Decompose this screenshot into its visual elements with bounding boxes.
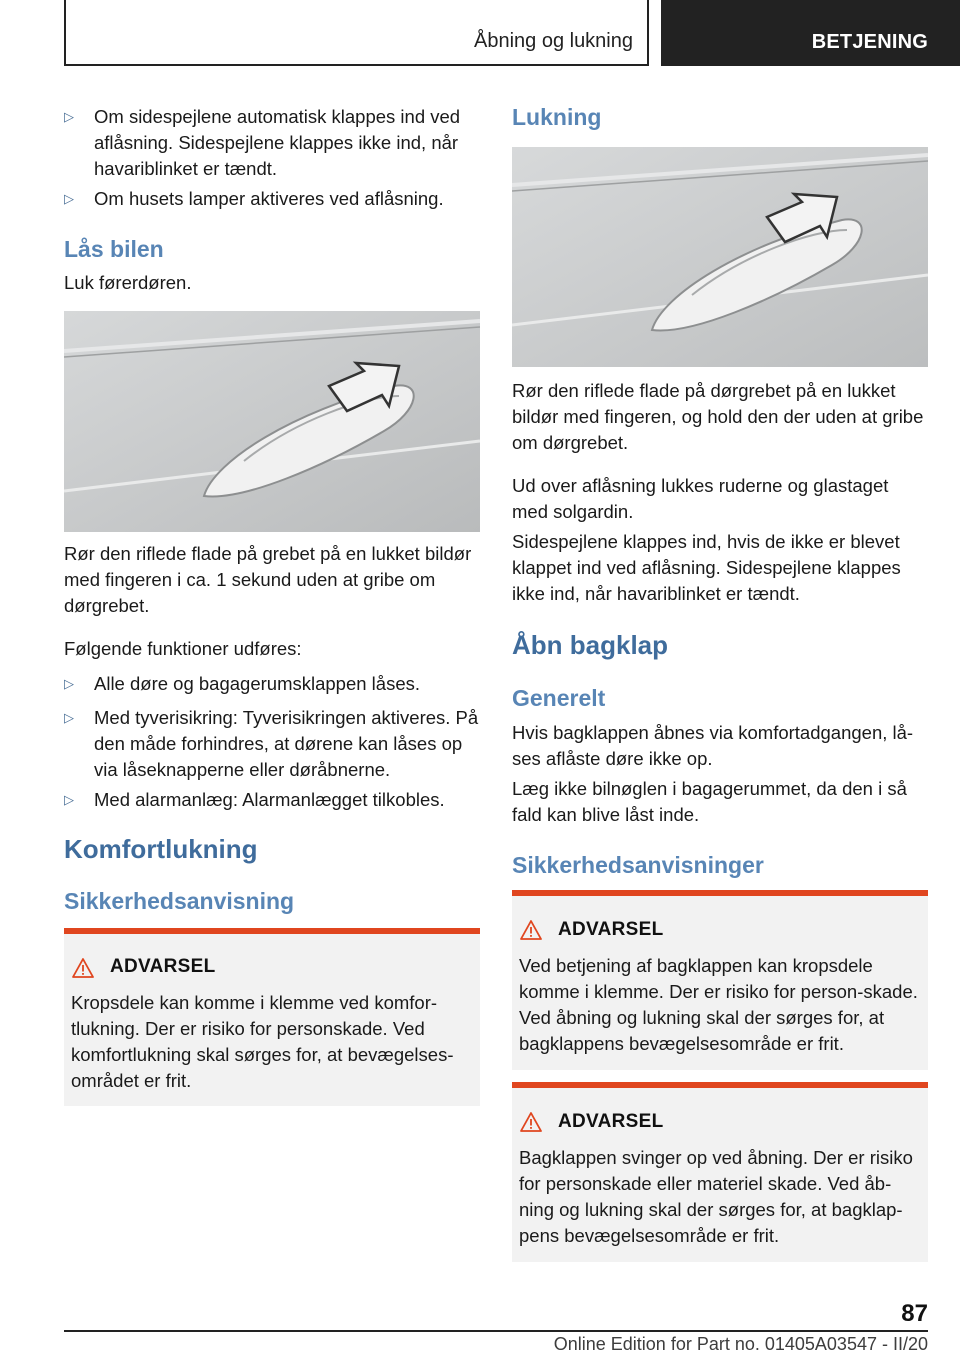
warning-label: ADVARSEL (558, 919, 664, 940)
door-handle-close-image (512, 147, 928, 367)
list-item: ▷ Med tyverisikring: Tyverisikringen aktiveres. På den måde forhindres, at dørene kan låses op via låseknapperne eller døråbnerne. (64, 707, 479, 780)
triangle-bullet-icon: ▷ (64, 191, 74, 206)
list-item: ▷ Alle døre og bagagerumsklappen låses. (64, 671, 480, 697)
warning-text: Bagklappen svinger op ved åbning. Der er risiko for personskade eller materiel skade. Ved åb-ning og lukning skal der sørges for, at bagklap-pens bevægelsesområde er frit. (519, 1147, 913, 1246)
triangle-bullet-icon: ▷ (64, 792, 74, 807)
warning-triangle-icon (72, 958, 94, 978)
general-text: Hvis bagklappen åbnes via komfortadgangen, lå-ses aflåste døre ikke op. (512, 722, 914, 769)
list-item: ▷ Om husets lamper aktiveres ved aflåsning. (64, 186, 480, 212)
functions-intro: Følgende funktioner udføres: (64, 638, 302, 659)
header-section-box (661, 0, 960, 66)
closing-heading: Lukning (512, 104, 602, 130)
comfort-heading: Komfortlukning (64, 834, 258, 864)
tailgate-heading: Åbn bagklap (512, 630, 669, 660)
warning-label: ADVARSEL (558, 1111, 664, 1132)
warning-triangle-icon (520, 920, 542, 940)
warning-text: Ved betjening af bagklappen kan kropsdele komme i klemme. Der er risiko for person-skade. Ved åbning og lukning skal der sørges for, at bagklappens bevægelsesområde er frit. (519, 955, 918, 1054)
warning-box (64, 928, 480, 1106)
footer-divider (64, 1330, 928, 1332)
warning-label: ADVARSEL (110, 956, 216, 977)
closing-text-2: Ud over aflåsning lukkes ruderne og glastaget med solgardin. (512, 475, 889, 522)
door-handle-illustration (512, 147, 928, 367)
lock-heading: Lås bilen (64, 236, 164, 262)
triangle-bullet-icon: ▷ (64, 109, 74, 124)
warning-box (512, 1082, 928, 1262)
safety-heading: Sikkerhedsanvisninger (512, 852, 764, 878)
warning-box (512, 890, 928, 1070)
triangle-bullet-icon: ▷ (64, 676, 74, 691)
chapter-title: Åbning og lukning (473, 30, 633, 52)
warning-triangle-icon (520, 1112, 542, 1132)
section-title: BETJENING (811, 31, 928, 53)
list-item: ▷ Med alarmanlæg: Alarmanlægget tilkobles. (64, 787, 480, 813)
lock-intro: Luk førerdøren. (64, 272, 192, 293)
door-handle-lock-image (64, 311, 480, 532)
lock-text: Rør den riflede flade på grebet på en lukket bildør med fingeren i ca. 1 sekund uden at gribe om dørgrebet. (64, 543, 472, 616)
general-text-2: Læg ikke bilnøglen i bagagerummet, da den i så fald kan blive låst inde. (512, 778, 907, 825)
header-chapter-box (64, 0, 649, 66)
general-heading: Generelt (512, 685, 606, 711)
edition-text: Online Edition for Part no. 01405A03547 - II/20 (553, 1334, 928, 1354)
page-number: 87 (901, 1300, 928, 1327)
closing-text: Rør den riflede flade på dørgrebet på en lukket bildør med fingeren, og hold den der uden at gribe om dørgrebet. (512, 380, 924, 453)
triangle-bullet-icon: ▷ (64, 710, 74, 725)
safety-heading: Sikkerhedsanvisning (64, 888, 295, 914)
list-item: ▷ Om sidespejlene automatisk klappes ind ved aflåsning. Sidespejlene klappes ikke ind, når havariblinket er tændt. (64, 106, 461, 179)
door-handle-illustration (64, 311, 480, 532)
closing-text-3: Sidespejlene klappes ind, hvis de ikke er blevet klappet ind ved aflåsning. Sidespejlene klappes ikke ind, når havariblinket er tændt. (512, 531, 901, 604)
warning-text: Kropsdele kan komme i klemme ved komfor-tlukning. Der er risiko for personskade. Ved komfortlukning skal sørges for, at bevægelses-området er frit. (71, 992, 454, 1091)
